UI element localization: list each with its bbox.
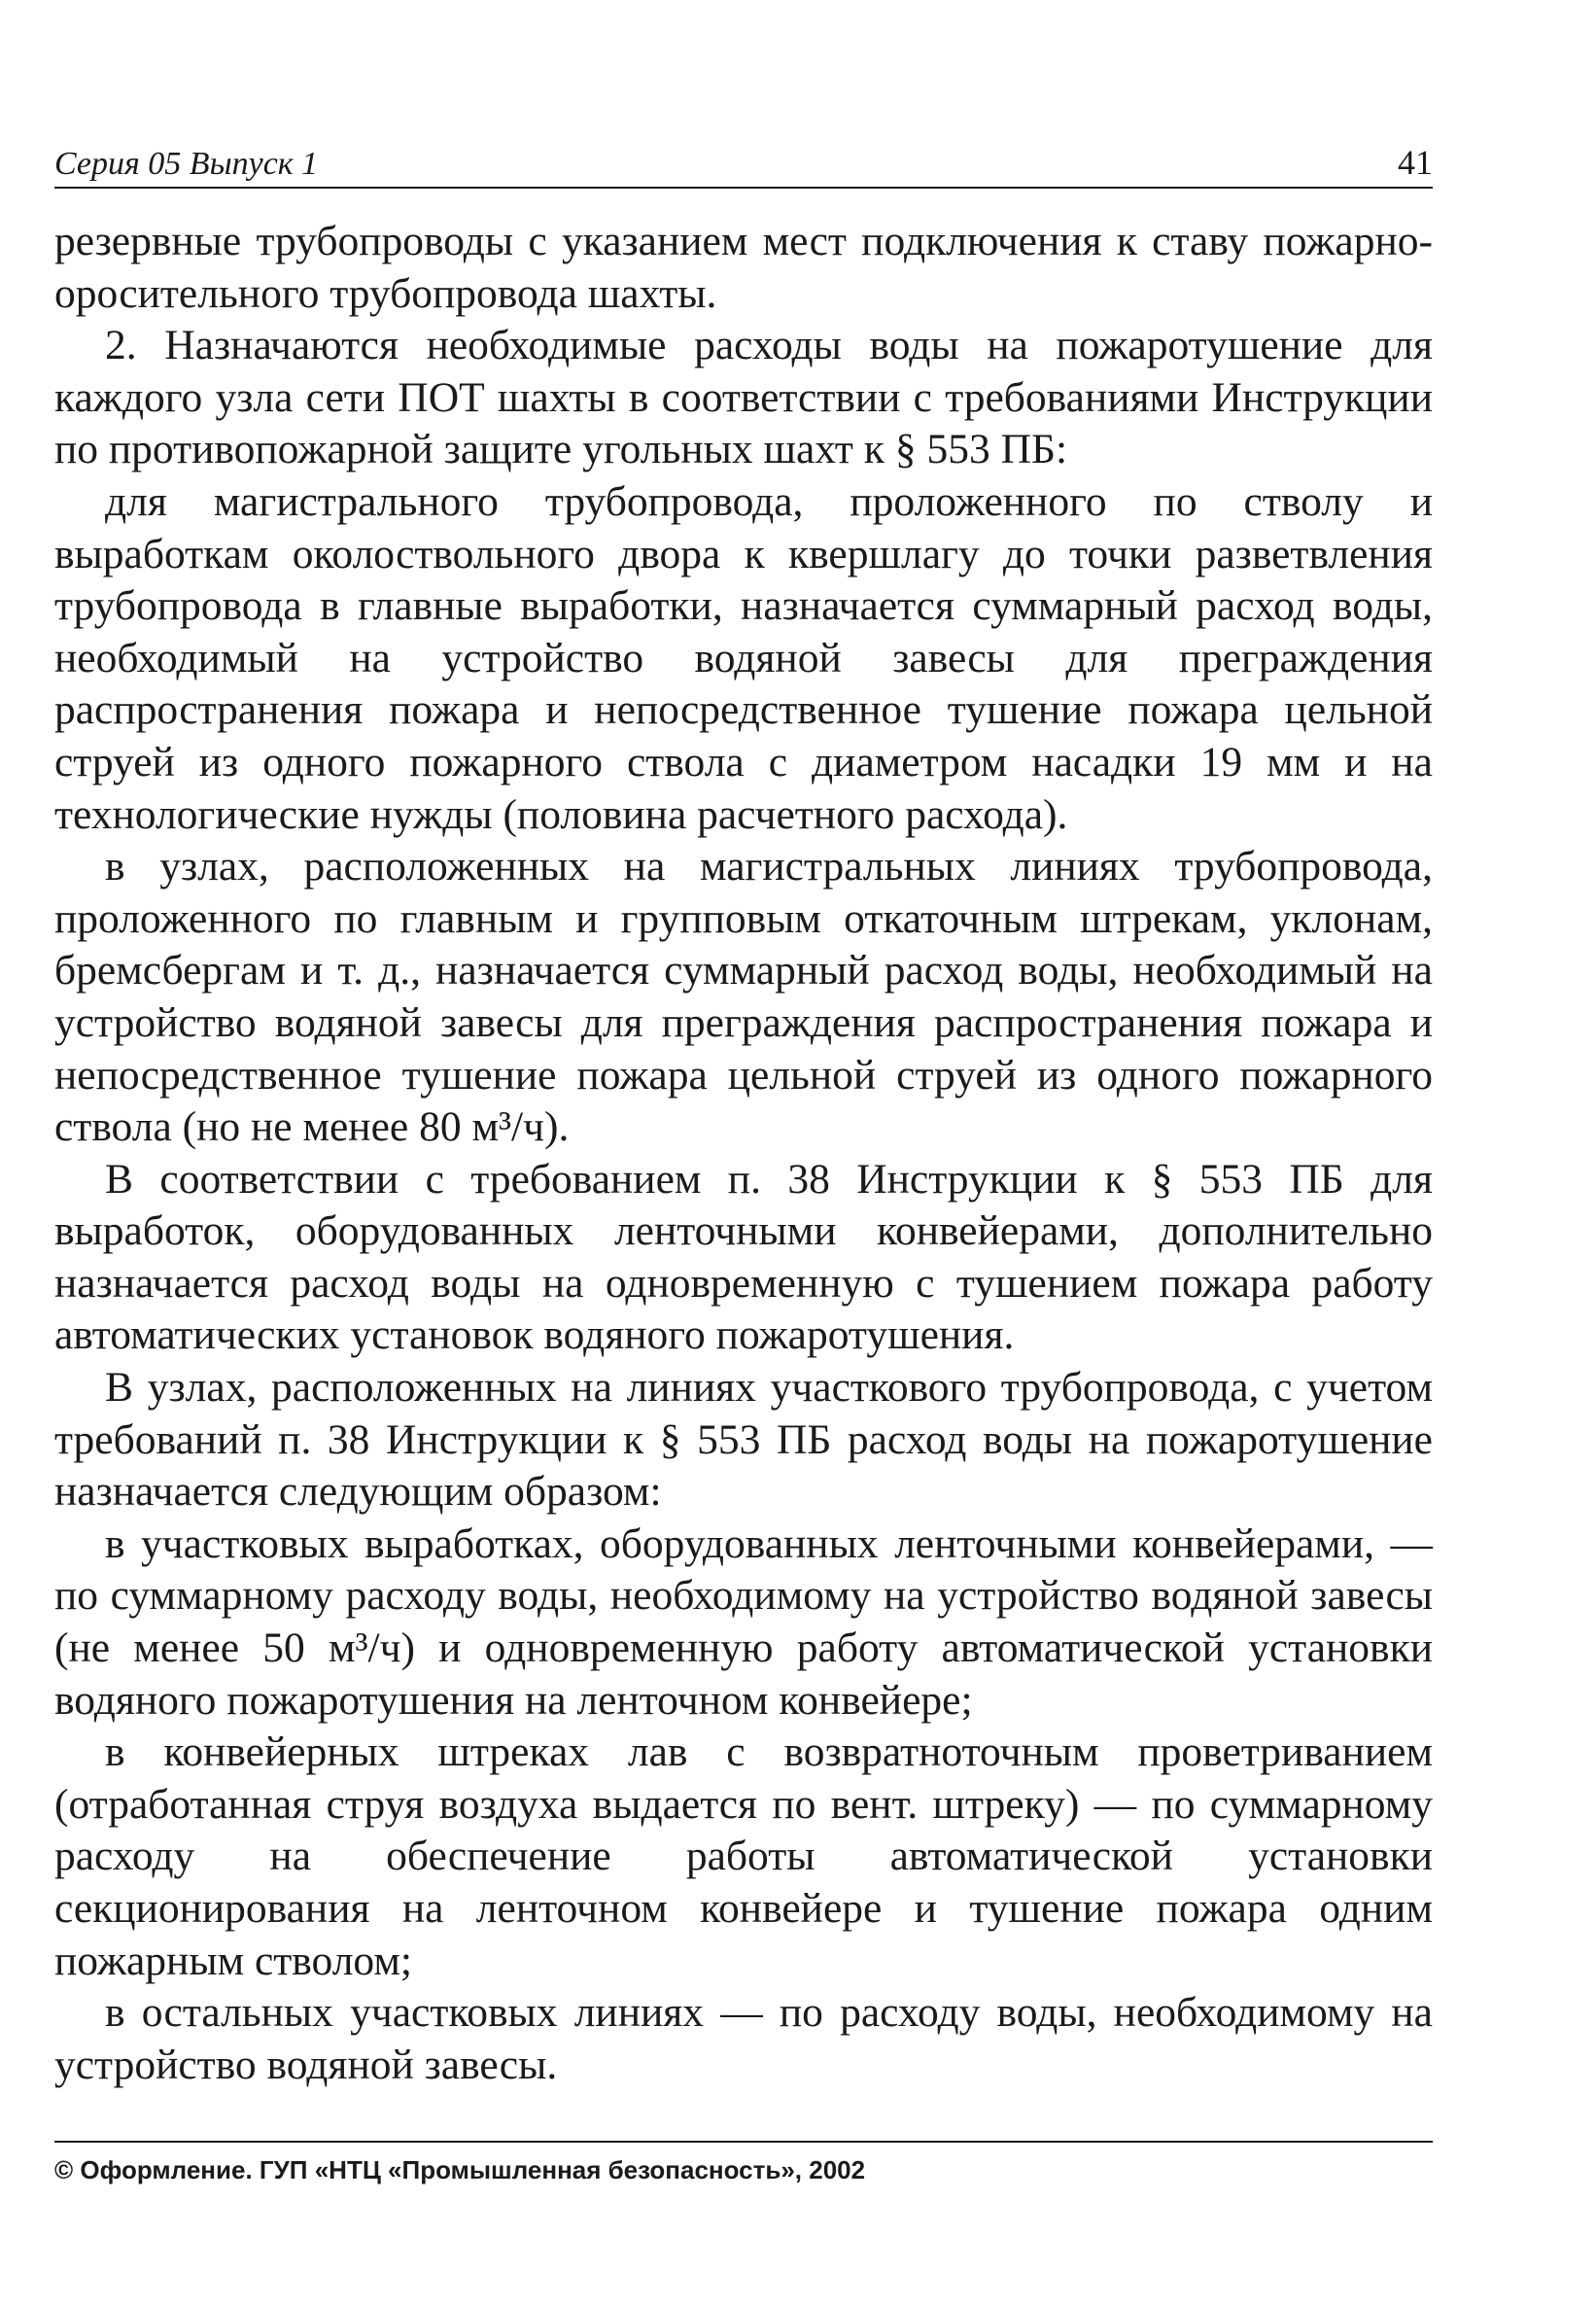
- page-body: [54, 216, 1433, 2091]
- paragraph: в участковых выработках, оборудованных ленточными конвейерами, — по суммарному расходу воды, необходимому на устройство водяной завесы (не менее 50 м³/ч) и одновременную работу автоматической установки водяного пожаротушения на ленточном конвейере;: [54, 1519, 1433, 1724]
- series-label: Серия 05 Выпуск 1: [54, 146, 319, 182]
- paragraph: в конвейерных штреках лав с возвратноточным проветриванием (отработанная струя воздуха выдается по вент. штреку) — по суммарному расходу на обеспечение работы автоматической установки секционирования на ленточном конвейере и тушение пожара одним пожарным стволом;: [54, 1729, 1433, 1984]
- paragraph: 2. Назначаются необходимые расходы воды на пожаротушение для каждого узла сети ПОТ шахты в соответствии с требованиями Инструкции по противопожарной защите угольных шахт к § 553 ПБ:: [54, 322, 1433, 473]
- paragraph: В соответствии с требованием п. 38 Инструкции к § 553 ПБ для выработок, оборудованных ленточными конвейерами, дополнительно назначается расход воды на одновременную с тушением пожара работу автоматических установок водяного пожаротушения.: [54, 1155, 1433, 1359]
- paragraph: в узлах, расположенных на магистральных линиях трубопровода, проложенного по главным и групповым откаточным штрекам, уклонам, бремсбергам и т. д., назначается суммарный расход воды, необходимый на устройство водяной завесы для преграждения распространения пожара и непосредственное тушение пожара цельной струей из одного пожарного ствола (но не менее 80 м³/ч).: [54, 843, 1433, 1151]
- paragraph: В узлах, расположенных на линиях участкового трубопровода, с учетом требований п. 38 Инструкции к § 553 ПБ расход воды на пожаротушение назначается следующим образом:: [54, 1364, 1433, 1516]
- paragraph: для магистрального трубопровода, проложенного по стволу и выработкам околоствольного двора к квершлагу до точки разветвления трубопровода в главные выработки, назначается суммарный расход воды, необходимый на устройство водяной завесы для преграждения распространения пожара и непосредственное тушение пожара цельной струей из одного пожарного ствола с диаметром насадки 19 мм и на технологические нужды (половина расчетного расхода).: [54, 477, 1433, 838]
- running-header: [54, 144, 1433, 189]
- footer-copyright: © Оформление. ГУП «НТЦ «Промышленная безопасность», 2002: [54, 2155, 866, 2184]
- paragraph: в остальных участковых линиях — по расходу воды, необходимому на устройство водяной завесы.: [54, 1989, 1433, 2088]
- paragraph: резервные трубопроводы с указанием мест подключения к ставу пожарно-оросительного трубопровода шахты.: [54, 218, 1433, 317]
- footer-divider: [54, 2141, 1433, 2143]
- page-number: 41: [1398, 143, 1433, 182]
